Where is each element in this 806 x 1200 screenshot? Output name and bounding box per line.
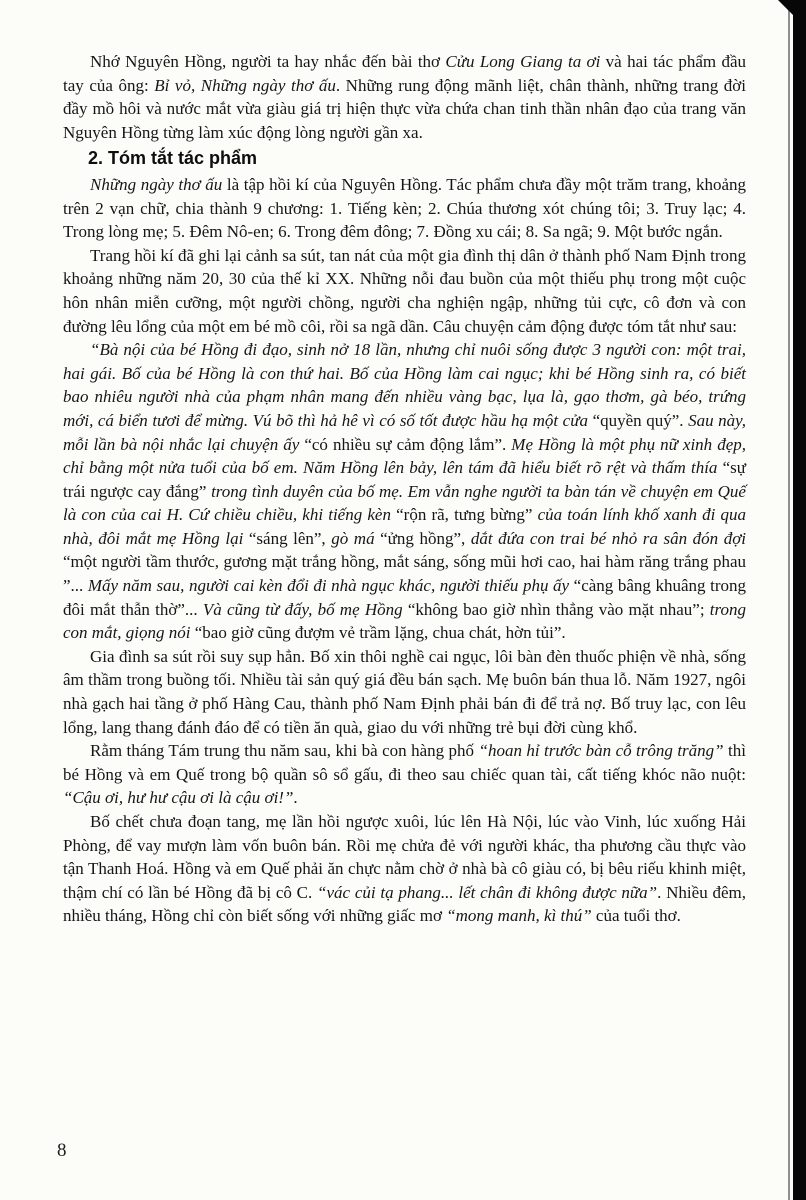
text-run: “rộn rã, tưng bừng” <box>396 505 538 525</box>
italic-text-run: Bỉ vỏ, Những ngày thơ ấu <box>154 75 336 95</box>
text-run: “sự trái ngược cay đắng” <box>63 458 746 501</box>
italic-text-run: “mong manh, kì thú” <box>446 906 592 926</box>
text-run: “không bao giờ nhìn thẳng vào mặt nhau”; <box>407 599 710 619</box>
italic-text-run: Mẹ Hồng là một phụ nữ xinh đẹp, chỉ bằng một nửa tuổi của bố em. Năm Hồng lên bảy, lên tám đã hiểu biết rõ rệt và thấm thía <box>63 434 747 478</box>
italic-text-run: Những ngày thơ ấu <box>90 174 223 194</box>
text-run: “sáng lên”, <box>248 528 332 548</box>
italic-text-run: “vác củi tạ phang... lết chân đi không được nữa” <box>317 882 658 902</box>
italic-text-run: của toán lính khố xanh đi qua nhà, đôi mắt mẹ Hồng lại <box>63 505 747 548</box>
text-column <box>63 50 746 928</box>
italic-text-run: Và cũng từ đấy, bố mẹ Hồng <box>202 599 408 619</box>
summary-heading <box>63 147 746 171</box>
text-run: của tuổi thơ. <box>591 906 681 926</box>
text-run: và hai tác phẩm đầu tay của ông: <box>63 52 746 95</box>
family-decline-paragraph <box>63 645 746 739</box>
story-quote-paragraph <box>63 338 746 645</box>
funeral-paragraph <box>63 739 746 810</box>
italic-text-run: gò má <box>331 528 381 548</box>
text-run: Nhớ Nguyên Hồng, người ta hay nhắc đến bài thơ <box>90 52 446 71</box>
text-run: “có nhiều sự cảm động lắm”. <box>304 434 512 454</box>
italic-text-run: dắt đứa con trai bé nhỏ ra sân đón đợi <box>470 528 746 548</box>
italic-text-run: Sau này, mỗi lần bà nội nhắc lại chuyện ấy <box>63 410 747 454</box>
italic-text-run: Cửu Long Giang ta ơi <box>445 52 601 71</box>
text-run: Bố chết chưa đoạn tang, mẹ lần hồi ngược xuôi, lúc lên Hà Nội, lúc vào Vinh, lúc xuống Hải Phòng, để vay mượn làm vốn buôn bán. Rồi mẹ chửa đẻ với người khác, tha phương cầu thực vào tận Thanh Hoá. Hồng và em Quế phải ăn chực nằm chờ ở nhà bà cô giàu có, bị bêu riếu khinh miệt, thậm chí có lần bé Hồng đã bị cô C. <box>63 812 746 902</box>
scan-edge-bar <box>793 0 806 1200</box>
page-edge-line <box>788 0 790 1200</box>
text-run: . Những rung động mãnh liệt, chân thành, những trang đời đầy mồ hôi và nước mắt vừa giàu giá trị hiện thực vừa chứa chan tinh thần nhân đạo của trang văn Nguyên Hồng từng làm xúc động lòng người gần xa. <box>63 75 746 142</box>
text-run: Rằm tháng Tám trung thu năm sau, khi bà con hàng phố <box>90 741 479 761</box>
italic-text-run: trong con mắt, giọng nói <box>63 599 746 643</box>
text-run: . <box>293 788 298 808</box>
italic-text-run: “Bà nội của bé Hồng đi đạo, sinh nở 18 lần, nhưng chỉ nuôi sống được 3 người con: một trai, hai gái. Bố của bé Hồng là con thứ hai. Bố của Hồng làm cai ngục; khi bé Hồng sinh ra, có biết bao nhiêu người nhà của phạm nhân mang đến nhiều vàng bạc, lụa là, gạo thơm, gà béo, trứng mới, cá biển tươi để mừng. Vú bõ thì hả hê vì có số tốt được hầu hạ một cửa <box>63 340 746 430</box>
italic-text-run: “hoan hỉ trước bàn cỗ trông trăng” <box>478 741 724 761</box>
text-run: “ửng hồng”, <box>380 528 471 548</box>
text-run: là tập hồi kí của Nguyên Hồng. Tác phẩm chưa đầy một trăm trang, khoảng trên 2 vạn chữ, chia thành 9 chương: 1. Tiếng kèn; 2. Chúa thương xót chúng tôi; 3. Truy lạc; 4. Trong lòng mẹ; 5. Đêm Nô-en; 6. Trong đêm đông; 7. Đồng xu cái; 8. Sa ngã; 9. Một bước ngắn. <box>63 174 746 242</box>
aftermath-paragraph <box>63 810 746 928</box>
text-run: “bao giờ cũng đượm vẻ trầm lặng, chua chát, hờn tủi”. <box>194 623 566 643</box>
italic-text-run: trong tình duyên của bố mẹ. Em vẫn nghe người ta bàn tán về chuyện em Quế là con của cai H. Cứ chiều chiều, khi tiếng kèn <box>63 481 746 525</box>
text-run: thì bé Hồng và em Quế trong bộ quần sô sổ gấu, đi theo sau chiếc quan tài, cất tiếng khóc não nuột: <box>63 741 746 784</box>
italic-text-run: Mấy năm sau, người cai kèn đổi đi nhà ngục khác, người thiếu phụ ấy <box>87 576 574 596</box>
text-run: “càng bâng khuâng trong đôi mắt thẫn thờ”... <box>63 576 746 619</box>
work-overview-paragraph <box>63 173 746 244</box>
intro-paragraph <box>63 50 746 144</box>
text-run: Trang hồi kí đã ghi lại cảnh sa sút, tan nát của một gia đình thị dân ở thành phố Nam Định trong khoảng những năm 20, 30 của thế kỉ XX. Những nỗi đau buồn của một thiếu phụ trong một cuộc hôn nhân miễn cưỡng, một người chồng, người cha nghiện ngập, những tủi cực, cô đơn và con đường lêu lổng của một em bé mồ côi, rồi sa ngã dần. Câu chuyện cảm động được tóm tắt như sau: <box>63 245 746 336</box>
page-number: 8 <box>57 1140 67 1161</box>
italic-text-run: “Cậu ơi, hư hư cậu ơi là cậu ơi!” <box>63 788 294 808</box>
text-run: “một người tầm thước, gương mặt trắng hồng, mắt sáng, sống mũi hơi cao, hai hàm răng trắng phau ”... <box>63 552 746 596</box>
text-run: Gia đình sa sút rồi suy sụp hẳn. Bố xin thôi nghề cai ngục, lôi bàn đèn thuốc phiện về nhà, sống âm thầm trong buồng tối. Nhiều tài sản quý giá đều bán sạch. Mẹ buôn bán thua lỗ. Năm 1927, ngôi nhà gạch hai tầng ở phố Hàng Cau, thành phố Nam Định phải bán đi để trả nợ. Bố truy lạc, con lêu lổng, lang thang đánh đáo để có tiền ăn quà, giao du với những trẻ bụi đời cùng khổ. <box>63 646 746 737</box>
text-run: 2. Tóm tắt tác phẩm <box>88 148 258 169</box>
text-run: “quyền quý”. <box>592 410 689 430</box>
context-paragraph <box>63 244 746 338</box>
scan-corner-wedge-icon <box>778 0 793 15</box>
text-run: . Nhiều đêm, nhiều tháng, Hồng chỉ còn biết sống với những giấc mơ <box>63 882 746 926</box>
